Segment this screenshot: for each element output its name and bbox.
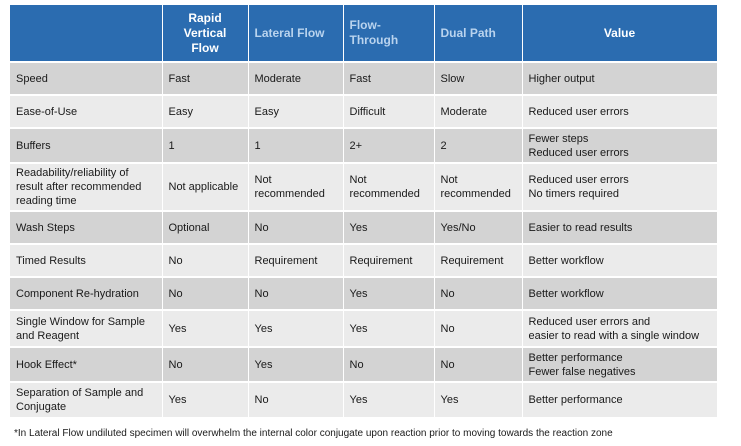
table-cell: 2+ bbox=[343, 128, 434, 163]
table-cell: 2 bbox=[434, 128, 522, 163]
table-cell: Optional bbox=[162, 211, 248, 244]
header-lateral-flow: Lateral Flow bbox=[248, 5, 343, 62]
row-label: Component Re-hydration bbox=[10, 277, 162, 310]
table-cell: Fewer steps Reduced user errors bbox=[522, 128, 717, 163]
header-empty bbox=[10, 5, 162, 62]
table-row bbox=[10, 382, 717, 417]
table-cell: Yes bbox=[162, 310, 248, 347]
row-label: Single Window for Sample and Reagent bbox=[10, 310, 162, 347]
table-cell: Moderate bbox=[434, 95, 522, 128]
table-cell: No bbox=[248, 211, 343, 244]
table-cell: No bbox=[434, 310, 522, 347]
table-cell: Not recommended bbox=[434, 163, 522, 211]
header-rapid-vertical-flow: Rapid Vertical Flow bbox=[162, 5, 248, 62]
table-cell: No bbox=[248, 382, 343, 417]
header-flow-through: Flow- Through bbox=[343, 5, 434, 62]
table-cell: Better performance Fewer false negatives bbox=[522, 347, 717, 382]
row-label: Speed bbox=[10, 62, 162, 95]
row-label: Separation of Sample and Conjugate bbox=[10, 382, 162, 417]
table-cell: No bbox=[162, 277, 248, 310]
table-cell: Moderate bbox=[248, 62, 343, 95]
table-cell: Slow bbox=[434, 62, 522, 95]
table-row bbox=[10, 128, 717, 163]
row-label: Wash Steps bbox=[10, 211, 162, 244]
table-cell: Requirement bbox=[434, 244, 522, 277]
table-row bbox=[10, 310, 717, 347]
table-cell: Better workflow bbox=[522, 277, 717, 310]
header-row bbox=[10, 5, 717, 62]
table-cell: Yes/No bbox=[434, 211, 522, 244]
table-row bbox=[10, 95, 717, 128]
table-cell: No bbox=[162, 347, 248, 382]
table-cell: Difficult bbox=[343, 95, 434, 128]
table-cell: Reduced user errors No timers required bbox=[522, 163, 717, 211]
table-cell: Easy bbox=[162, 95, 248, 128]
table-cell: No bbox=[248, 277, 343, 310]
table-row bbox=[10, 277, 717, 310]
table-cell: Requirement bbox=[248, 244, 343, 277]
footnote: *In Lateral Flow undiluted specimen will overwhelm the internal color conjugate upon reaction prior to moving towards the reaction zone bbox=[14, 428, 613, 439]
header-dual-path: Dual Path bbox=[434, 5, 522, 62]
table-cell: Yes bbox=[343, 310, 434, 347]
comparison-table bbox=[10, 5, 718, 417]
table-cell: Yes bbox=[343, 211, 434, 244]
table-cell: Not recommended bbox=[248, 163, 343, 211]
table-cell: No bbox=[343, 347, 434, 382]
table-row bbox=[10, 347, 717, 382]
table-cell: Yes bbox=[343, 382, 434, 417]
table-cell: Easy bbox=[248, 95, 343, 128]
row-label: Readability/reliability of result after recommended reading time bbox=[10, 163, 162, 211]
table-row bbox=[10, 62, 717, 95]
table-cell: Reduced user errors and easier to read with a single window bbox=[522, 310, 717, 347]
table-row bbox=[10, 244, 717, 277]
table-cell: No bbox=[434, 277, 522, 310]
table-cell: No bbox=[434, 347, 522, 382]
table-cell: Not applicable bbox=[162, 163, 248, 211]
table-cell: Fast bbox=[162, 62, 248, 95]
table-row bbox=[10, 211, 717, 244]
table-cell: Reduced user errors bbox=[522, 95, 717, 128]
table-cell: Yes bbox=[248, 310, 343, 347]
row-label: Hook Effect* bbox=[10, 347, 162, 382]
row-label: Timed Results bbox=[10, 244, 162, 277]
table-cell: Fast bbox=[343, 62, 434, 95]
table-cell: No bbox=[162, 244, 248, 277]
table-cell: Better workflow bbox=[522, 244, 717, 277]
table-cell: Higher output bbox=[522, 62, 717, 95]
table-cell: Easier to read results bbox=[522, 211, 717, 244]
table-cell: 1 bbox=[248, 128, 343, 163]
table-cell: Yes bbox=[343, 277, 434, 310]
table-cell: Not recommended bbox=[343, 163, 434, 211]
table-cell: 1 bbox=[162, 128, 248, 163]
table-cell: Requirement bbox=[343, 244, 434, 277]
table-cell: Better performance bbox=[522, 382, 717, 417]
row-label: Buffers bbox=[10, 128, 162, 163]
table-cell: Yes bbox=[248, 347, 343, 382]
table-cell: Yes bbox=[434, 382, 522, 417]
table-row bbox=[10, 163, 717, 211]
table-cell: Yes bbox=[162, 382, 248, 417]
row-label: Ease-of-Use bbox=[10, 95, 162, 128]
header-value: Value bbox=[522, 5, 717, 62]
